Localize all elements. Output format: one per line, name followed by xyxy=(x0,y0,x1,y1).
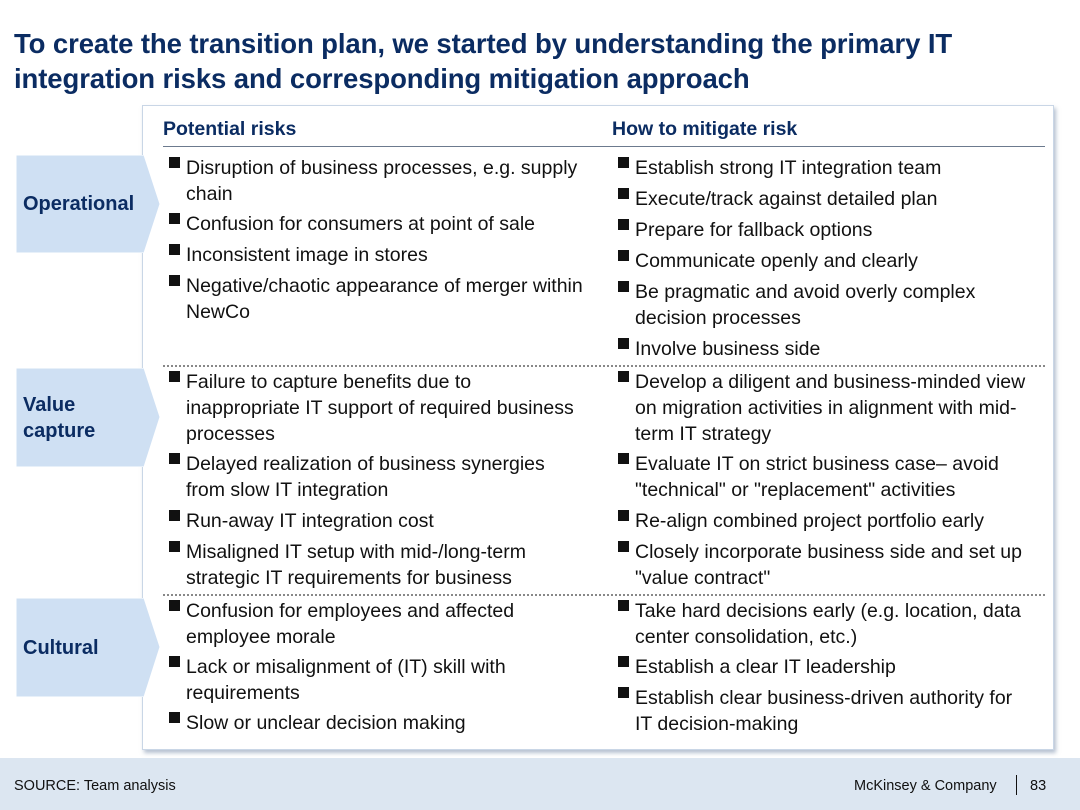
bullet-square-icon xyxy=(169,275,180,286)
bullet-square-icon xyxy=(618,157,629,168)
list-item: Confusion for employees and affected employee morale xyxy=(164,598,564,650)
page-title: To create the transition plan, we started by understanding the primary IT integration risks and corresponding mitigation approach xyxy=(14,28,953,94)
list-item: Misaligned IT setup with mid-/long-term strategic IT requirements for business xyxy=(164,539,584,591)
cultural-mitigations-list xyxy=(613,598,1023,737)
list-item: Prepare for fallback options xyxy=(613,217,1033,243)
list-item: Establish clear business-driven authority for IT decision-making xyxy=(613,685,1023,737)
list-item: Be pragmatic and avoid overly complex decision processes xyxy=(613,279,1033,331)
list-item: Failure to capture benefits due to inappropriate IT support of required business processes xyxy=(164,369,584,447)
mitigation-column-header: How to mitigate risk xyxy=(612,118,798,140)
list-item: Disruption of business processes, e.g. supply chain xyxy=(164,155,584,207)
value-capture-mitigations-list xyxy=(613,369,1043,591)
list-item: Communicate openly and clearly xyxy=(613,248,1033,274)
bullet-square-icon xyxy=(169,371,180,382)
category-value-capture xyxy=(16,368,161,467)
bullet-square-icon xyxy=(618,250,629,261)
bullet-square-icon xyxy=(618,687,629,698)
list-item: Establish a clear IT leadership xyxy=(613,654,1023,680)
bullet-square-icon xyxy=(169,541,180,552)
bullet-square-icon xyxy=(169,656,180,667)
source-note: SOURCE: Team analysis xyxy=(14,778,176,794)
bullet-square-icon xyxy=(618,510,629,521)
list-item: Run-away IT integration cost xyxy=(164,508,584,534)
section-divider xyxy=(163,365,1045,367)
bullet-square-icon xyxy=(169,157,180,168)
list-item: Execute/track against detailed plan xyxy=(613,186,1033,212)
bullet-square-icon xyxy=(169,600,180,611)
category-label: Operational xyxy=(23,193,135,215)
list-item: Confusion for consumers at point of sale xyxy=(164,211,584,237)
list-item: Establish strong IT integration team xyxy=(613,155,1033,181)
bullet-square-icon xyxy=(169,510,180,521)
category-operational xyxy=(16,155,161,253)
footer-separator xyxy=(1016,775,1017,795)
category-label: Cultural xyxy=(23,637,99,659)
bullet-square-icon xyxy=(618,656,629,667)
bullet-square-icon xyxy=(618,371,629,382)
cultural-risks-list xyxy=(164,598,564,736)
list-item: Inconsistent image in stores xyxy=(164,242,584,268)
bullet-square-icon xyxy=(618,281,629,292)
list-item: Evaluate IT on strict business case– avoid "technical" or "replacement" activities xyxy=(613,451,1043,503)
operational-risks-list xyxy=(164,155,584,325)
list-item: Develop a diligent and business-minded view on migration activities in alignment with mid-term IT strategy xyxy=(613,369,1043,447)
brand-name: McKinsey & Company xyxy=(854,778,997,794)
list-item: Take hard decisions early (e.g. location, data center consolidation, etc.) xyxy=(613,598,1023,650)
operational-mitigations-list xyxy=(613,155,1033,362)
list-item: Delayed realization of business synergies from slow IT integration xyxy=(164,451,584,503)
bullet-square-icon xyxy=(618,188,629,199)
list-item: Re-align combined project portfolio early xyxy=(613,508,1043,534)
bullet-square-icon xyxy=(618,600,629,611)
section-divider xyxy=(163,594,1045,596)
list-item: Lack or misalignment of (IT) skill with requirements xyxy=(164,654,564,706)
bullet-square-icon xyxy=(618,338,629,349)
bullet-square-icon xyxy=(618,453,629,464)
page-number: 83 xyxy=(1030,778,1047,794)
list-item: Closely incorporate business side and set up "value contract" xyxy=(613,539,1043,591)
risks-column-header: Potential risks xyxy=(163,118,297,140)
bullet-square-icon xyxy=(169,712,180,723)
bullet-square-icon xyxy=(169,453,180,464)
bullet-square-icon xyxy=(169,213,180,224)
bullet-square-icon xyxy=(618,541,629,552)
bullet-square-icon xyxy=(618,219,629,230)
list-item: Involve business side xyxy=(613,336,1033,362)
category-label: Value capture xyxy=(23,394,96,442)
bullet-square-icon xyxy=(169,244,180,255)
header-divider xyxy=(163,146,1045,147)
list-item: Negative/chaotic appearance of merger within NewCo xyxy=(164,273,584,325)
value-capture-risks-list xyxy=(164,369,584,591)
category-cultural xyxy=(16,598,161,697)
list-item: Slow or unclear decision making xyxy=(164,710,564,736)
